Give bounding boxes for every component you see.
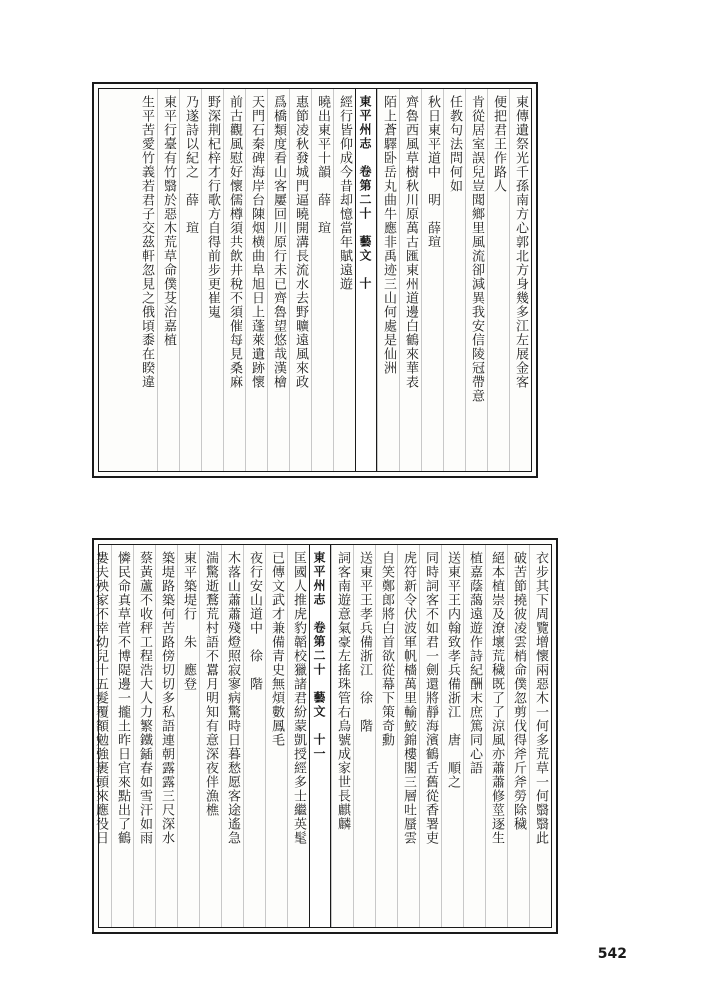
text-column: 東平州志 卷第二十 藝文 十 (355, 89, 377, 471)
text-column: 任教句法問何如 (443, 89, 465, 471)
text-column: 東平行臺有竹翳於惡木荒草命僕芟治嘉植 (157, 89, 179, 471)
text-column: 陌上蒼驛卧岳丸曲牛應非禹迹三山何處是仙洲 (377, 89, 399, 471)
text-column: 衣步其下周覽增懷兩惡木一何多荒草一何翳翳此 (529, 545, 551, 927)
text-column: 送東平王内翰致孝兵備浙江 唐 順之 (441, 545, 463, 927)
text-column: 東平州志 卷第二十 藝文 十一 (309, 545, 331, 927)
text-column: 乃遂詩以紀之 薛 瑄 (179, 89, 201, 471)
text-column: 前古觀風慰好懷儒樽須共飲井稅不須催每見桑麻 (223, 89, 245, 471)
text-column: 憐民命真草菅不博隄邊一攏土昨日官來點出了鶴 (111, 545, 133, 927)
text-column: 經行皆仰成今昔却憶當年賦遠遊 (333, 89, 355, 471)
text-column: 爲橋類度看山客屢回川原行未已齊魯望悠哉漢檜 (267, 89, 289, 471)
text-column: 木落山蕭蕭殘燈照寂寥病驚時日暮愁愿客途遙急 (221, 545, 243, 927)
text-column: 便把君王作路人 (487, 89, 509, 471)
text-column: 惠節凌秋發城門逼曉開溝長流水去野曠遠風來政 (289, 89, 311, 471)
text-column: 婁夫殃家不幸幼兒十五髮覆額勉強裹頭來應役日 (93, 551, 108, 845)
text-column: 野深荆杞梓才行歌方自得前步更崔嵬 (201, 89, 223, 471)
text-column: 蔡黃蘆不收秤工程浩大人力繁鐵鍤春如雪汗如雨 (133, 545, 155, 927)
text-column: 湍驚逝鶩荒村語不囂月明知有意深夜伴漁樵 (199, 545, 221, 927)
text-column: 虎符新令伏波軍帆檣萬里輸鮫錦樓閣三層吐蜃雲 (397, 545, 419, 927)
text-column: 曉出東平十韻 薛 瑄 (311, 89, 333, 471)
text-column: 植嘉蔭藹遠遊作詩紀酬末庶篤同心語 (463, 545, 485, 927)
text-column: 築堤路築何苦路傍切切多私語連朝露露三尺深水 (155, 545, 177, 927)
text-column: 夜行安山道中 徐 階 (243, 545, 265, 927)
text-column: 肯從居室誤兒豈聞鄉里風流卻減異我安信陵冠帶意 (465, 89, 487, 471)
text-column: 東傳遺祭光千孫南方心郭北方身幾多江左展金客 (509, 89, 531, 471)
text-column: 絕本植崇及潦壞荒穢既了了涼風亦蕭蕭修莖逐生 (485, 545, 507, 927)
text-column: 已傳文武才兼備青史無煩數鳳毛 (265, 545, 287, 927)
lower-half-page (92, 538, 558, 934)
text-column: 東平築堤行 朱 應登 (177, 545, 199, 927)
page-number: 542 (597, 946, 627, 962)
text-column: 天門石秦碑海岸台陳烟横曲阜旭日上蓬萊遺跡懷 (245, 89, 267, 471)
text-column: 秋日東平道中 明 薛瑄 (421, 89, 443, 471)
text-column: 齊魯西風草樹秋川原萬古匯東州道邊白鶴來華表 (399, 89, 421, 471)
text-column: 匡國人推虎豹韜校獵諸君紛蒙凱授經多士繼英髦 (287, 545, 309, 927)
text-column: 詞客南遊意氣豪左搖珠管右烏號成家世長麒麟 (331, 545, 353, 927)
text-column: 送東平王孝兵備浙江 徐 階 (353, 545, 375, 927)
text-column: 破苦節撓彼凌雲梢命僕忽剪伐得斧斤斧勞除穢 (507, 545, 529, 927)
upper-text-columns (98, 88, 532, 472)
text-column: 自笑鄭郎將白首欲從幕下策奇勳 (375, 545, 397, 927)
lower-text-columns (93, 544, 552, 928)
text-column: 生平苦愛竹義若君子交茲軒忽見之俄頃黍在睽違 (139, 95, 154, 389)
upper-half-page (92, 82, 538, 478)
text-column: 同時詞客不如君一劍還將靜海濱鶴舌舊從香署吏 (419, 545, 441, 927)
